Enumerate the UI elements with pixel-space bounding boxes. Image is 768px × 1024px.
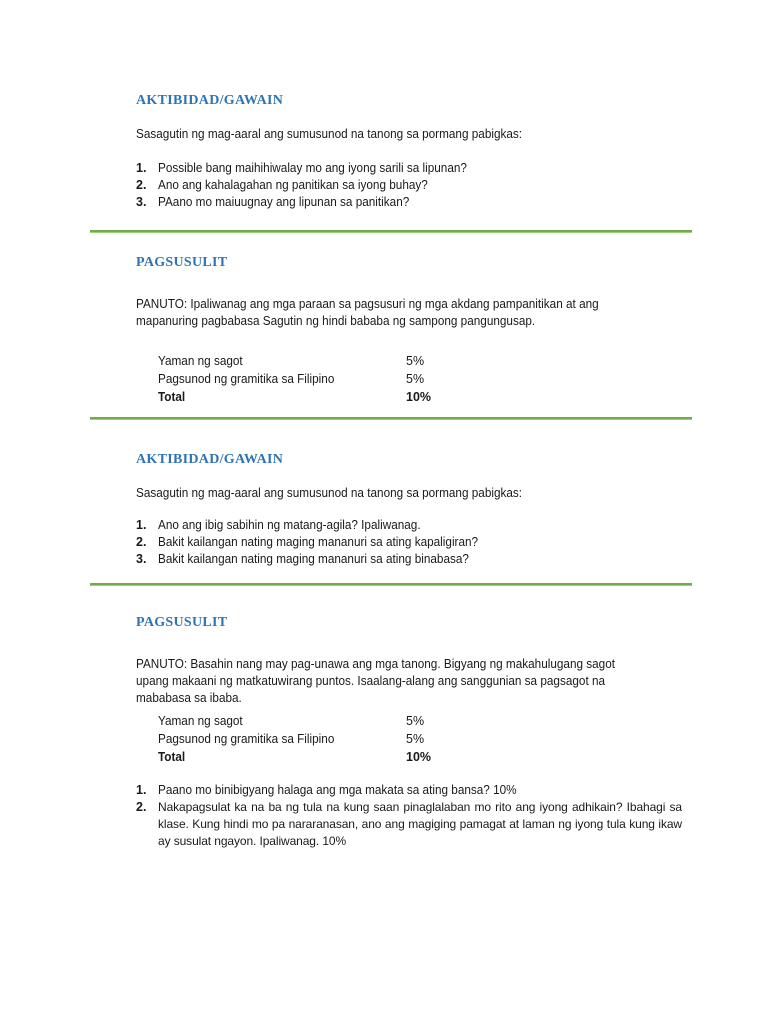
rubric-points: 10% <box>406 390 432 404</box>
item-text: Paano mo binibigyang halaga ang mga makata sa ating bansa? 10% <box>158 783 517 797</box>
section-heading: AKTIBIDAD/GAWAIN <box>136 452 284 467</box>
item-text: PAano mo maiuugnay ang lipunan sa panitikan? <box>158 195 410 209</box>
rubric-criterion: Pagsunod ng gramitika sa Filipino <box>158 732 335 746</box>
question-list <box>136 517 682 568</box>
list-item <box>136 194 682 211</box>
section-heading: PAGSUSULIT <box>136 255 228 270</box>
question-list <box>136 782 682 850</box>
list-item <box>136 160 682 177</box>
rubric-points: 10% <box>406 750 432 764</box>
item-number: 3. <box>136 552 147 566</box>
rubric-row <box>158 370 458 388</box>
section-divider <box>90 417 692 420</box>
item-number: 2. <box>136 800 147 814</box>
list-item <box>136 782 682 799</box>
item-text: Nakapagsulat ka na ba ng tula na kung saan pinaglalaban mo rito ang iyong adhikain? Ibahagi sa klase. Kung hindi mo pa nararanasan, ano ang magiging pamagat at laman ng iyong tula kung ikaw ay susulat ngayon. Ipaliwanag. 10% <box>158 800 682 848</box>
rubric-points: 5% <box>406 732 425 746</box>
rubric-row <box>158 712 458 730</box>
list-item <box>136 551 682 568</box>
list-item <box>136 177 682 194</box>
rubric-points: 5% <box>406 714 425 728</box>
item-text: Ano ang kahalagahan ng panitikan sa iyong buhay? <box>158 178 428 192</box>
item-text: Bakit kailangan nating maging mananuri sa ating binabasa? <box>158 552 469 566</box>
item-number: 2. <box>136 535 147 549</box>
section-intro: Sasagutin ng mag-aaral ang sumusunod na tanong sa pormang pabigkas: <box>136 127 523 141</box>
rubric-criterion: Yaman ng sagot <box>158 354 243 368</box>
list-item <box>136 534 682 551</box>
item-number: 1. <box>136 518 147 532</box>
rubric-total-row <box>158 748 458 766</box>
rubric-criterion: Pagsunod ng gramitika sa Filipino <box>158 372 335 386</box>
item-number: 1. <box>136 783 147 797</box>
rubric-table <box>158 712 458 766</box>
rubric-points: 5% <box>406 354 425 368</box>
section-intro: Sasagutin ng mag-aaral ang sumusunod na tanong sa pormang pabigkas: <box>136 486 523 500</box>
rubric-row <box>158 730 458 748</box>
item-number: 1. <box>136 161 147 175</box>
rubric-criterion: Total <box>158 390 186 404</box>
rubric-table <box>158 352 458 406</box>
section-divider <box>90 583 692 586</box>
rubric-criterion: Yaman ng sagot <box>158 714 243 728</box>
item-text: Bakit kailangan nating maging mananuri sa ating kapaligiran? <box>158 535 479 549</box>
rubric-row <box>158 352 458 370</box>
section-heading: PAGSUSULIT <box>136 615 228 630</box>
list-item <box>136 517 682 534</box>
list-item <box>136 799 682 850</box>
item-number: 3. <box>136 195 147 209</box>
question-list <box>136 160 682 211</box>
rubric-total-row <box>158 388 458 406</box>
section-instructions: PANUTO: Ipaliwanag ang mga paraan sa pagsusuri ng mga akdang pampanitikan at ang mapanuring pagbabasa Sagutin ng hindi bababa ng sampong pangungusap. <box>136 297 599 328</box>
section-instructions: PANUTO: Basahin nang may pag-unawa ang mga tanong. Bigyang ng makahulugang sagot upang makaani ng matkatuwirang puntos. Isaalang-alang ang sanggunian sa pagsagot na mababasa sa ibaba. <box>136 657 616 705</box>
rubric-points: 5% <box>406 372 425 386</box>
section-heading: AKTIBIDAD/GAWAIN <box>136 93 284 108</box>
rubric-criterion: Total <box>158 750 186 764</box>
item-text: Possible bang maihihiwalay mo ang iyong sarili sa lipunan? <box>158 161 467 175</box>
item-text: Ano ang ibig sabihin ng matang-agila? Ipaliwanag. <box>158 518 421 532</box>
section-divider <box>90 230 692 233</box>
item-number: 2. <box>136 178 147 192</box>
